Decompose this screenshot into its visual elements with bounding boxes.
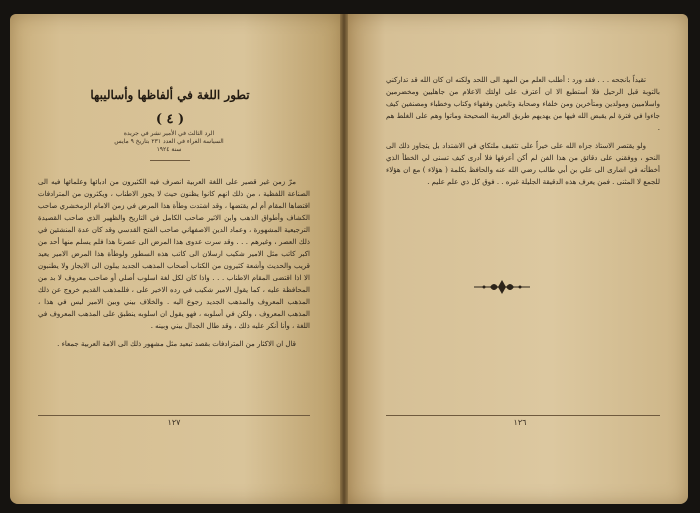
left-paragraph-1: مرّ زمن غير قصير على اللغة العربية انصرف فيه الكثيرون من ادبائها وعلمائها فيه الى الصناعة اللفظية ، من ذلك انهم كانوا يظنون حيث لا يجوز الاطناب ، ويكثرون من المترادفات اقتضاها المقام أم لم يقتضها ، وقد اشتدت وطأة هذا المرض في زمن الامام الزمخشري صاحب الكشاف وأطواق الذهب وابن الاثير صاحب الكامل في التاريخ والظهير الذي صاحب القصيدة الترجيعية المشهورة ، وعماد الدين الاصفهاني صاحب الفتح القدسي وقد كان عدة المنشئين في ذلك العصر ، وغيرهم . . . وقد سرت عدوى هذا المرض الى عصرنا هذا فلم يسلم منها أحد من اكبر كاتب مثل الامير شكيب ارسلان الى كاتب هذه السطور ولوطأة هذا المرض الامير يعيد قريب والحديث وأشعة كثيرون من الكتاب أصحاب المذهب الجديد يبلون الى الايجاز ولا يطنبون الا اذا اقتضى المقام الاطناب . . . واذا كان لكل لغة اسلوب أصلي أو صاحب معروف لا بد من المحافظة عليه ، كما يقول الامير شكيب في رده الاخير على ، فللمذهب القديم خروج عن ذلك المذهب المعروف والمذهب الجديد رجوع اليه . والخلاف بيني وبين الامير ليس في هذا ، المذهب المعروف ، ولكن في أسلوبه ، فهو يقول ان اسلوبه ينطبق على المذهب المعروف في اللغة ، وأنا أنكر عليه ذلك ، وقد طال الجدال بيني وبينه . [38,178,310,330]
right-body [386,74,660,194]
left-body [38,176,310,356]
ornament-icon [472,278,532,296]
note-line-3: سنة ١٩٢٤ [156,146,182,153]
left-page-number: ١٢٧ [167,418,181,427]
part-number: ( ٤ ) [155,112,185,127]
article-title: تطور اللغة في ألفاظها وأساليبها [90,88,250,102]
right-footer-rule [386,415,660,416]
note-line-1: الرد الثالث في الأمير نشر في جريدة [123,130,215,137]
right-paragraph-2: ولو يقتصر الاستاذ جزاه الله على خيراً على تثقيف ملتكاي في الاشتداد بل يتجاوز ذلك الى النحو ، ووفقني على دقائق من هذا الفن لم أكن أعرفها فلا أدرى كيف تسنى لي الخطأ الذي أخطأته في اشاری الى علي بن أبي طالب رضي الله عنه والحافظ بكلمة ( هؤلاء ) مع ان هؤلاء للجمع لا المثنى . فمن يعرف هذه الدقيقة الجليلة غيره . . فوق كل ذي علم عليم . [386,142,660,186]
note-line-2: السياسة الغراء في العدد ٢٣١ بتاريخ ٩ مايس [114,138,224,145]
right-page-number: ١٢٦ [513,418,527,427]
book-gutter [340,14,348,504]
left-paragraph-2: قال ان الاكثار من المترادفات بقصد تبعيد مثل مشهور ذلك الى الامة العربية جمعاء . [57,340,296,348]
title-rule [150,160,190,161]
left-footer-rule [38,415,310,416]
right-paragraph-1: تقيداً بانجحه . . . فقد ورد : أطلب العلم من المهد الى اللحد ولكنه ان كان الله قد تدارکني بالتوبة قبل الرحيل فلا أستطيع الا ان أعترف على اولئك الاعلام من جاهليين ومخضرمين واسلاميين ومولدين ومتأخرين ومن خلفاء وصحابة وتابعين وفقهاء وكتاب وخطباء ومصنفين كيف جاءوا في فترة لم يقبض الله فيها من يهديهم طريق العربية الصحيحة وماتوا وهم على الغلط هم . [386,76,660,132]
publication-note [56,130,282,154]
